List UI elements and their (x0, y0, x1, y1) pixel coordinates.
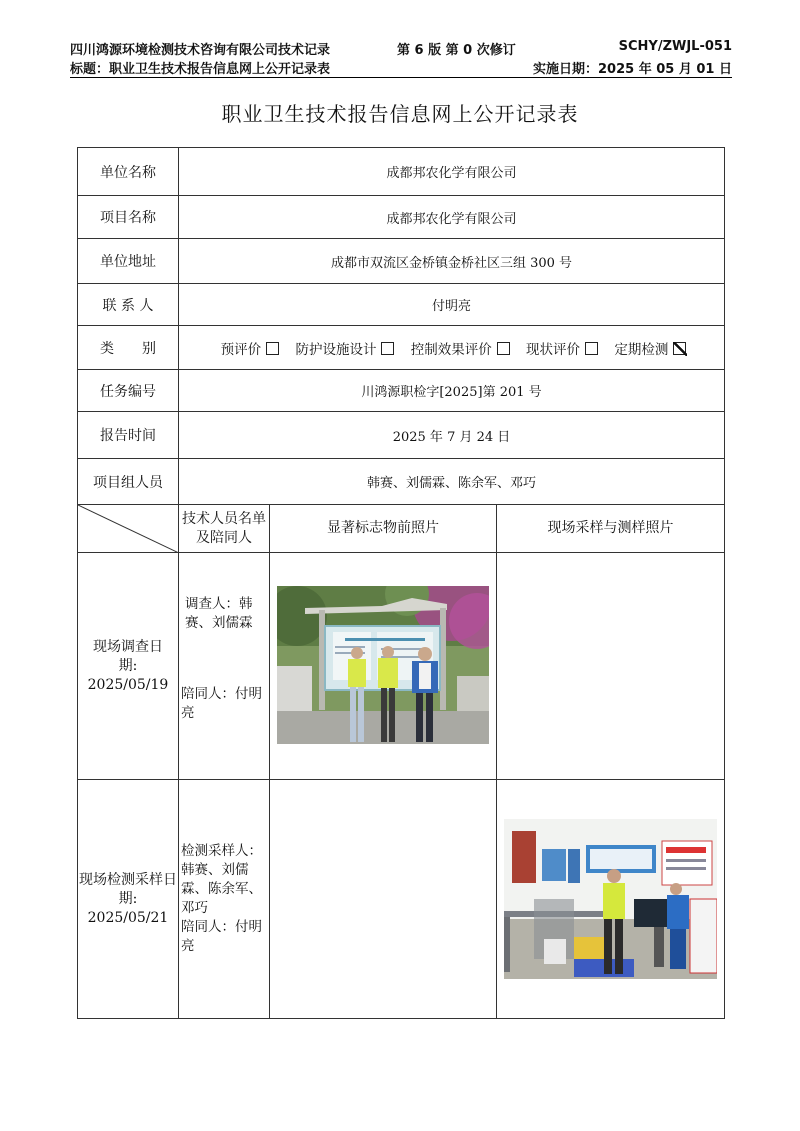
row-report-time (78, 412, 725, 459)
sign-board-photo (277, 586, 489, 744)
checkbox-control-effect[interactable] (497, 342, 510, 355)
sampling-escort-name: 付明亮 (181, 919, 262, 954)
survey-escort-label: 陪同人： (181, 686, 235, 702)
sampling-sign-photo-cell (270, 780, 497, 1019)
unit-name-value: 成都邦农化学有限公司 (179, 148, 725, 196)
row-photo-header (78, 505, 725, 553)
survey-sign-photo-cell (270, 553, 497, 780)
survey-date: 2025/05/19 (87, 676, 169, 693)
header-divider (70, 77, 732, 78)
category-protection-design: 防护设施设计 (291, 342, 394, 358)
sampling-date-label: 现场检测采样日期: (79, 871, 177, 907)
sampler-label: 检测采样人： (181, 843, 262, 859)
row-team (78, 459, 725, 505)
survey-date-label: 现场调查日期: (93, 638, 163, 674)
report-time-value: 2025 年 7 月 24 日 (179, 412, 725, 459)
row-task-number (78, 370, 725, 412)
record-table (77, 147, 725, 1019)
contact-value: 付明亮 (179, 284, 725, 326)
diagonal-header-cell (78, 505, 179, 553)
sign-board-photo-image (277, 586, 489, 744)
row-site-survey (78, 553, 725, 780)
checkbox-periodic-testing[interactable] (673, 342, 686, 355)
survey-escort-name: 付明亮 (181, 686, 262, 721)
sampler-names: 韩赛、刘儒霖、陈余军、邓巧 (181, 862, 262, 916)
task-number-value: 川鸿源职检字[2025]第 201 号 (179, 370, 725, 412)
category-control-effect: 控制效果评价 (407, 342, 510, 358)
version-info: 第 6 版 第 0 次修订 (397, 43, 516, 58)
category-pre-evaluation: 预评价 (217, 342, 280, 358)
category-label: 类 别 (78, 326, 179, 370)
sampling-date: 2025/05/21 (87, 909, 169, 926)
diagonal-line (78, 505, 179, 553)
sampling-photo (504, 819, 717, 979)
investigator-names: 韩赛、刘儒霖 (185, 596, 253, 631)
checkbox-protection-design[interactable] (381, 342, 394, 355)
checkbox-pre-evaluation[interactable] (266, 342, 279, 355)
sampling-photo-cell (497, 780, 725, 1019)
survey-date-cell (78, 553, 179, 780)
document-code: SCHY/ZWJL-051 (618, 39, 732, 54)
company-record-title: 四川鸿源环境检测技术咨询有限公司技术记录 (70, 43, 331, 58)
sampling-photo-image (504, 819, 717, 979)
row-unit-address (78, 239, 725, 284)
sign-photo-column-header: 显著标志物前照片 (270, 505, 497, 553)
survey-staff-cell (179, 553, 270, 780)
unit-address-label: 单位地址 (78, 239, 179, 284)
investigator-label: 调查人： (185, 596, 239, 612)
row-site-sampling (78, 780, 725, 1019)
category-status-evaluation: 现状评价 (522, 342, 598, 358)
contact-label: 联 系 人 (78, 284, 179, 326)
category-periodic-testing: 定期检测 (610, 342, 686, 358)
row-contact (78, 284, 725, 326)
staff-column-header: 技术人员名单及陪同人 (179, 505, 270, 553)
effective-date: 实施日期：2025 年 05 月 01 日 (533, 62, 732, 77)
category-options (179, 326, 725, 370)
row-category (78, 326, 725, 370)
sampling-photo-column-header: 现场采样与测样照片 (497, 505, 725, 553)
sampling-staff-cell (179, 780, 270, 1019)
sampling-date-cell (78, 780, 179, 1019)
task-number-label: 任务编号 (78, 370, 179, 412)
header-line-2 (70, 58, 732, 78)
sampling-escort-label: 陪同人： (181, 919, 235, 935)
page-title: 职业卫生技术报告信息网上公开记录表 (221, 102, 579, 126)
header-line-1 (70, 39, 732, 59)
survey-sampling-photo-cell (497, 553, 725, 780)
subject-title: 标题：职业卫生技术报告信息网上公开记录表 (70, 62, 331, 77)
team-label: 项目组人员 (78, 459, 179, 505)
project-name-value: 成都邦农化学有限公司 (179, 196, 725, 239)
unit-address-value: 成都市双流区金桥镇金桥社区三组 300 号 (179, 239, 725, 284)
row-unit-name (78, 148, 725, 196)
project-name-label: 项目名称 (78, 196, 179, 239)
unit-name-label: 单位名称 (78, 148, 179, 196)
row-project-name (78, 196, 725, 239)
report-time-label: 报告时间 (78, 412, 179, 459)
team-value: 韩赛、刘儒霖、陈余军、邓巧 (179, 459, 725, 505)
checkbox-status-evaluation[interactable] (585, 342, 598, 355)
